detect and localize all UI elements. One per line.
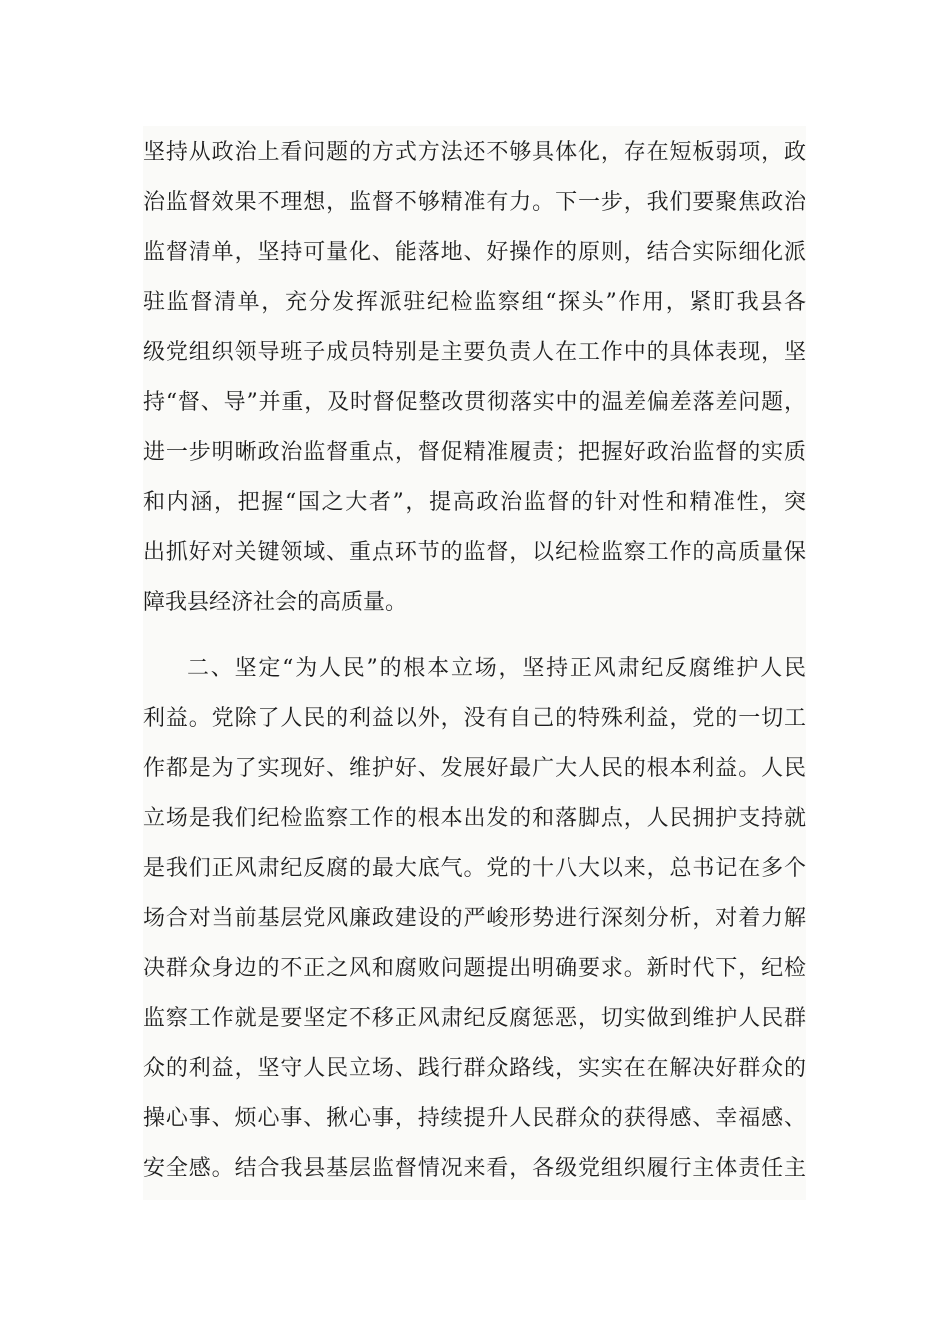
paragraph-1-line-5: 级党组织领导班子成员特别是主要负责人在工作中的具体表现，坚 <box>143 340 806 365</box>
paragraph-2-line-2: 利益。党除了人民的利益以外，没有自己的特殊利益，党的一切工 <box>143 706 806 731</box>
paragraph-1-line-1: 坚持从政治上看问题的方式方法还不够具体化，存在短板弱项，政 <box>143 140 806 165</box>
paragraph-1-line-10: 障我县经济社会的高质量。 <box>143 590 408 615</box>
paragraph-2-line-9: 众的利益，坚守人民立场、践行群众路线，实实在在解决好群众的 <box>143 1056 806 1081</box>
paragraph-2-line-3: 作都是为了实现好、维护好、发展好最广大人民的根本利益。人民 <box>143 756 806 781</box>
paragraph-1-line-2: 治监督效果不理想，监督不够精准有力。下一步，我们要聚焦政治 <box>143 190 806 215</box>
paragraph-2-line-11: 安全感。结合我县基层监督情况来看，各级党组织履行主体责任主 <box>143 1156 806 1181</box>
paragraph-1-line-7: 进一步明晰政治监督重点，督促精准履责；把握好政治监督的实质 <box>143 440 806 465</box>
paragraph-2-line-6: 场合对当前基层党风廉政建设的严峻形势进行深刻分析，对着力解 <box>143 906 806 931</box>
paragraph-2-line-10: 操心事、烦心事、揪心事，持续提升人民群众的获得感、幸福感、 <box>143 1106 806 1131</box>
paragraph-2-line-1: 二、坚定“为人民”的根本立场，坚持正风肃纪反腐维护人民 <box>187 656 806 681</box>
paragraph-2-line-4: 立场是我们纪检监察工作的根本出发的和落脚点，人民拥护支持就 <box>143 806 806 831</box>
paragraph-1-line-9: 出抓好对关键领域、重点环节的监督，以纪检监察工作的高质量保 <box>143 540 806 565</box>
paragraph-2-line-5: 是我们正风肃纪反腐的最大底气。党的十八大以来，总书记在多个 <box>143 856 806 881</box>
paragraph-2-line-7: 决群众身边的不正之风和腐败问题提出明确要求。新时代下，纪检 <box>143 956 806 981</box>
paragraph-2-line-8: 监察工作就是要坚定不移正风肃纪反腐惩恶，切实做到维护人民群 <box>143 1006 806 1031</box>
paragraph-1-line-3: 监督清单，坚持可量化、能落地、好操作的原则，结合实际细化派 <box>143 240 806 265</box>
paragraph-1-line-6: 持“督、导”并重，及时督促整改贯彻落实中的温差偏差落差问题， <box>143 390 806 415</box>
paragraph-1-line-4: 驻监督清单，充分发挥派驻纪检监察组“探头”作用，紧盯我县各 <box>143 290 806 315</box>
document-body <box>143 126 806 1200</box>
paragraph-1-line-8: 和内涵，把握“国之大者”，提高政治监督的针对性和精准性，突 <box>143 490 806 515</box>
